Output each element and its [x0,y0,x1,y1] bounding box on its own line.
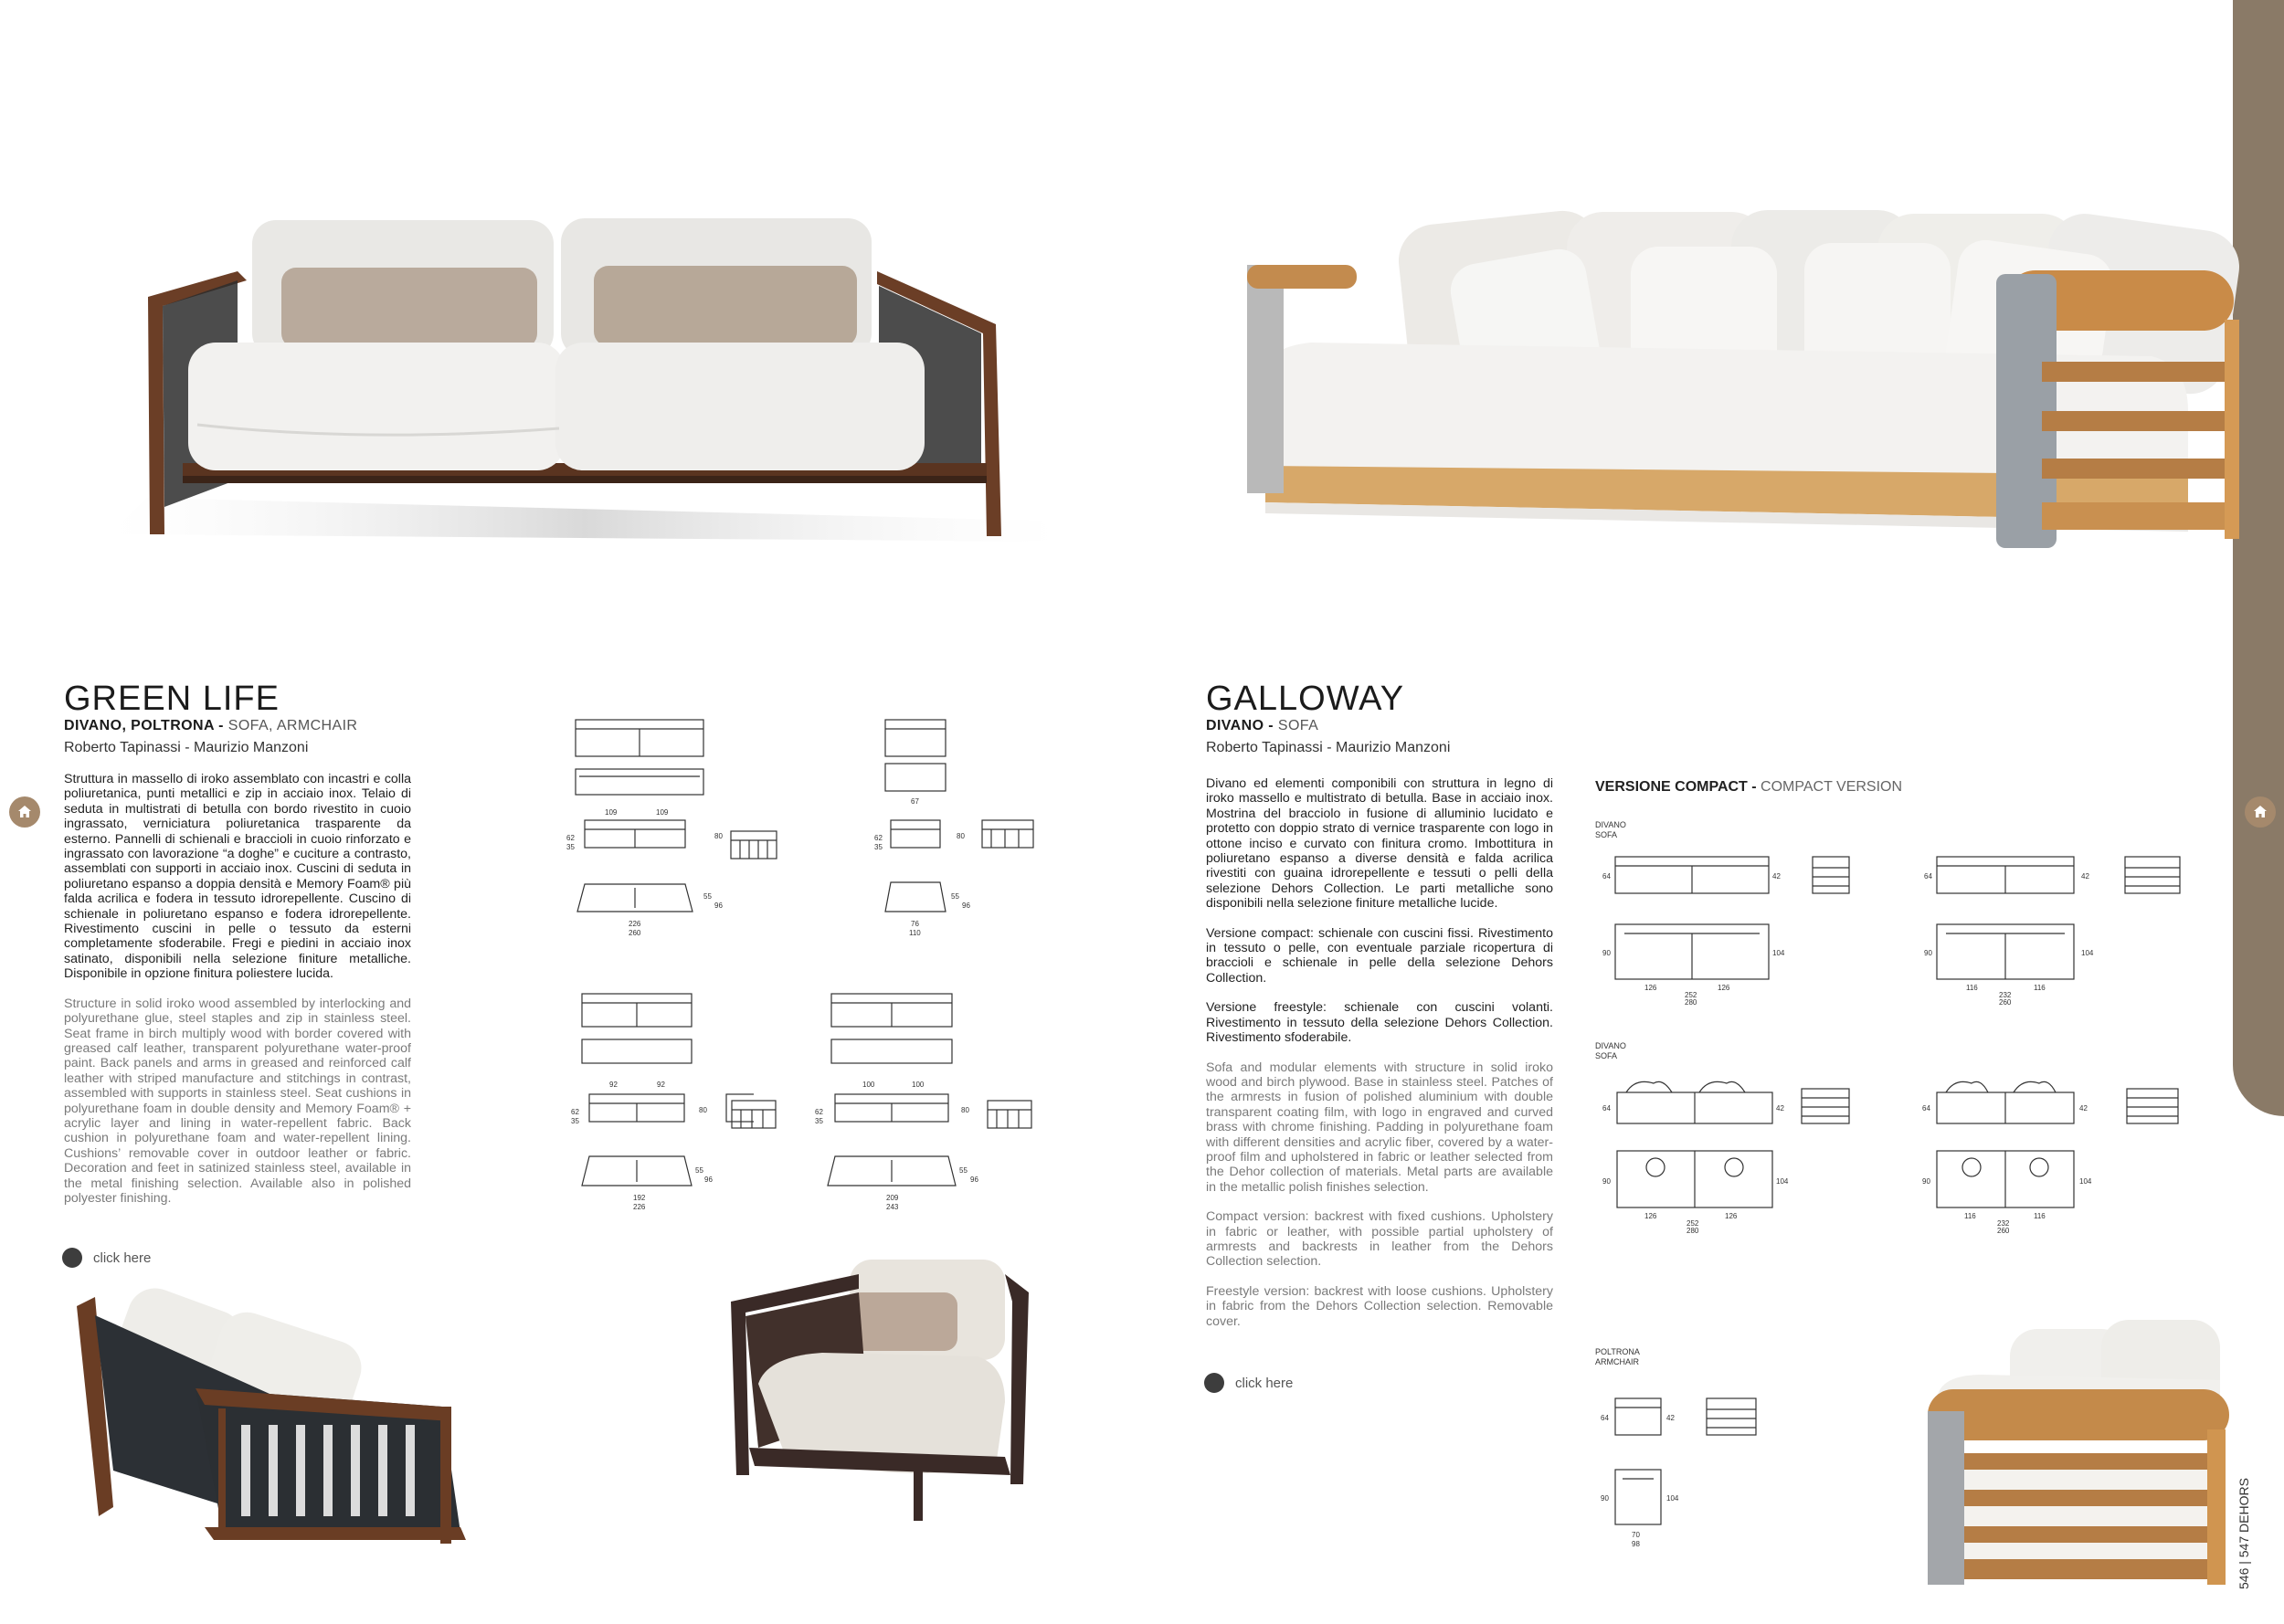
click-dot-icon [62,1248,82,1268]
galloway-text-it-3: Versione freestyle: schienale con cuscini volanti. Rivestimento in tessuto della selezione Dehors Collection. Rivestimento sfoderabile. [1206,1000,1553,1046]
svg-text:96: 96 [962,902,970,910]
svg-text:35: 35 [815,1117,823,1125]
svg-text:42: 42 [1772,872,1781,881]
svg-text:67: 67 [911,797,919,806]
green-life-armchair-photo [731,1256,1032,1521]
svg-text:226: 226 [629,920,641,928]
svg-text:90: 90 [1924,949,1932,957]
svg-text:55: 55 [951,892,959,901]
green-life-subtitle: DIVANO, POLTRONA - SOFA, ARMCHAIR [64,718,358,733]
svg-text:92: 92 [657,1081,665,1089]
svg-text:70: 70 [1632,1531,1640,1539]
svg-text:252: 252 [1685,991,1697,999]
home-button-left[interactable] [9,796,40,828]
svg-text:126: 126 [1644,984,1657,992]
svg-text:226: 226 [633,1203,646,1211]
svg-text:42: 42 [1666,1414,1675,1422]
svg-text:104: 104 [1772,949,1785,957]
svg-text:64: 64 [1601,1414,1609,1422]
green-life-drawing-sofa243-side [982,1091,1037,1137]
galloway-text-it-1: Divano ed elementi componibili con struttura in legno di iroko massello e multistrato di betulla. Base in acciaio inox. Mostrina del bracciolo in fusione di alluminio lucidato e protetto con doppio strato di vernice trasparente con logo in ottone inciso e curvato con finitura cromo. Imbottitura in poliuretano espanso a diverse densità e falda acrilica rivestiti con guaina idrorepellente e tessuti o pelli della selezione Dehors Collection. Le parti metalliche sono disponibili nella selezione finiture metalliche lucide. [1206,776,1553,912]
svg-text:90: 90 [1922,1177,1930,1186]
green-life-title: GREEN LIFE [64,680,280,718]
svg-text:109: 109 [605,808,618,817]
svg-text:64: 64 [1602,1104,1611,1113]
svg-text:42: 42 [2079,1104,2088,1113]
svg-text:280: 280 [1687,1227,1699,1233]
tag-divano-sofa: DIVANO SOFA [1595,820,1626,839]
svg-text:126: 126 [1644,1212,1657,1220]
svg-text:62: 62 [874,834,883,842]
svg-text:92: 92 [609,1081,618,1089]
green-life-drawing-sofa226-side [726,1091,781,1137]
galloway-drawing-freestyle-280 [1590,1069,1855,1233]
galloway-drawing-compact-260 [1900,840,2193,1005]
galloway-text-en-2: Compact version: backrest with fixed cushions. Upholstery in fabric or leather, with possible partial upholstery of armrests and backrests in leather from the Dehors Collection selection. [1206,1209,1553,1270]
svg-text:35: 35 [874,843,883,851]
svg-text:104: 104 [2079,1177,2092,1186]
svg-text:110: 110 [909,929,921,937]
svg-text:62: 62 [566,834,575,842]
galloway-text-en-1: Sofa and modular elements with structure in solid iroko wood and birch plywood. Base in stainless steel. Patches of the armrests in fusion of polished aluminium with double transparent coating film, with logo in engraved and curved brass with chrome finishing. Padding in polyurethane foam with different densities and acrylic fiber, covered by a water-proof film and upholstered in fabric or leather selected from the Dehor collection of materials. Metal parts are available in the metallic polish finishes selection. [1206,1060,1553,1195]
svg-text:243: 243 [886,1203,899,1211]
svg-text:252: 252 [1687,1219,1699,1228]
svg-text:62: 62 [571,1108,579,1116]
svg-text:80: 80 [714,832,723,840]
svg-text:96: 96 [704,1176,713,1184]
home-button-right[interactable] [2245,796,2276,828]
galloway-sofa-perspective-photo [1928,1320,2229,1585]
svg-text:232: 232 [1997,1219,2010,1228]
svg-text:90: 90 [1601,1494,1609,1503]
svg-text:100: 100 [862,1081,875,1089]
galloway-text-en-3: Freestyle version: backrest with loose cushions. Upholstery in fabric from the Dehors Collection selection. Removable cover. [1206,1283,1553,1329]
galloway-drawing-compact-280 [1590,840,1855,1005]
svg-text:260: 260 [1999,998,2012,1005]
green-life-designers: Roberto Tapinassi - Maurizio Manzoni [64,740,309,755]
svg-text:80: 80 [699,1106,707,1114]
section-tab-label [2249,37,2268,402]
svg-text:104: 104 [1666,1494,1679,1503]
svg-text:100: 100 [912,1081,925,1089]
green-life-click-here[interactable]: click here [62,1248,151,1268]
click-dot-icon [1204,1373,1224,1393]
svg-text:232: 232 [1999,991,2012,999]
svg-text:96: 96 [714,902,723,910]
galloway-drawing-freestyle-260 [1900,1069,2193,1233]
svg-text:76: 76 [911,920,919,928]
compact-version-heading: VERSIONE COMPACT - COMPACT VERSION [1595,779,1903,795]
svg-text:98: 98 [1632,1540,1640,1548]
galloway-drawing-armchair [1590,1384,1772,1557]
svg-text:55: 55 [959,1166,968,1175]
svg-text:116: 116 [2034,1212,2046,1220]
svg-text:80: 80 [957,832,965,840]
svg-text:126: 126 [1725,1212,1738,1220]
svg-text:62: 62 [815,1108,823,1116]
svg-text:116: 116 [1966,984,1978,992]
green-life-drawing-sofa-260 [548,712,740,959]
svg-text:55: 55 [695,1166,703,1175]
svg-text:55: 55 [703,892,712,901]
green-life-sofa-photo [91,206,1060,553]
green-life-drawing-sofa-243 [804,986,996,1233]
green-life-sofa-perspective-photo [58,1288,479,1553]
svg-text:104: 104 [2081,949,2094,957]
svg-text:64: 64 [1924,872,1932,881]
svg-text:42: 42 [2081,872,2089,881]
svg-text:280: 280 [1685,998,1697,1005]
svg-text:90: 90 [1602,1177,1611,1186]
galloway-click-here[interactable]: click here [1204,1373,1293,1393]
svg-text:116: 116 [1964,1212,1976,1220]
galloway-title: GALLOWAY [1206,680,1405,718]
galloway-description [1206,776,1553,1344]
galloway-designers: Roberto Tapinassi - Maurizio Manzoni [1206,740,1451,755]
svg-text:35: 35 [571,1117,579,1125]
svg-text:90: 90 [1602,949,1611,957]
home-icon [2251,803,2269,821]
svg-text:35: 35 [566,843,575,851]
svg-text:80: 80 [961,1106,969,1114]
home-icon [16,803,34,821]
svg-text:109: 109 [656,808,669,817]
galloway-sofa-photo [1238,192,2243,594]
svg-text:260: 260 [1997,1227,2010,1233]
green-life-drawing-armchair [863,712,1055,959]
tag-divano-sofa-2: DIVANO SOFA [1595,1041,1626,1060]
svg-text:64: 64 [1602,872,1611,881]
svg-text:42: 42 [1776,1104,1784,1113]
svg-text:116: 116 [2034,984,2046,992]
galloway-text-it-2: Versione compact: schienale con cuscini fissi. Rivestimento in tessuto o pelle, con eventuale parziale ricopertura di braccioli e schienale in pelle della selezione Dehors Collection. [1206,925,1553,986]
svg-text:260: 260 [629,929,641,937]
green-life-description [64,772,411,1220]
svg-text:64: 64 [1922,1104,1930,1113]
green-life-drawing-sofa-226 [562,986,754,1233]
tag-poltrona-armchair: POLTRONA ARMCHAIR [1595,1347,1640,1366]
green-life-text-it: Struttura in massello di iroko assemblato con incastri e colla poliuretanica, punti metallici e zip in acciaio inox. Telaio di seduta in multistrati di betulla con bordo rivestito in cuoio ingrassato, verniciatura poliuretanica trasparente da esterno. Pannelli di schienali e braccioli in cuoio rinforzato e ingrassato con lavorazione “a doghe” e cuciture a contrasto, assemblati con supporti in acciaio inox. Cuscini di seduta in poliuretano espanso a doppia densità e Memory Foam® più falda acrilica e fodera in tessuto idrorepellente. Cuscino di schienale in poliuretano espanso e fodera idrorepellente. Rivestimento cuscini in pelle o tessuto da esterni completamente sfoderabile. Fregi e piedini in acciaio inox satinato, disponibili nella selezione finiture metalliche. Disponibile in opzione finitura poliestere lucida. [64,772,411,982]
svg-text:209: 209 [886,1194,899,1202]
green-life-text-en: Structure in solid iroko wood assembled by interlocking and polyurethane glue, steel staples and zip in stainless steel. Seat frame in birch multiply wood with border covered with greased calf leather, transparent polyurethane water-proof paint. Back panels and arms in greased and reinforced calf leather with striped manufacture and stitchings in contrast, assembled with supports in stainless steel. Seat cushions in polyurethane foam in double density and Memory Foam® + acrylic layer and lining in water-repellent fabric. Back cushion in polyurethane foam and water-repellent lining. Cushions’ removable cover in outdoor leather or fabric. Decoration and feet in satinized stainless steel, available in the metal finishing selection. Available also in polished polyester finishing. [64,996,411,1206]
green-life-drawing-sofa-side [722,822,786,868]
svg-text:104: 104 [1776,1177,1789,1186]
svg-text:126: 126 [1718,984,1730,992]
galloway-subtitle: DIVANO - SOFA [1206,718,1319,733]
svg-text:192: 192 [633,1194,646,1202]
page-folio: 546 | 547 DEHORS [2236,1478,2251,1589]
svg-text:96: 96 [970,1176,978,1184]
